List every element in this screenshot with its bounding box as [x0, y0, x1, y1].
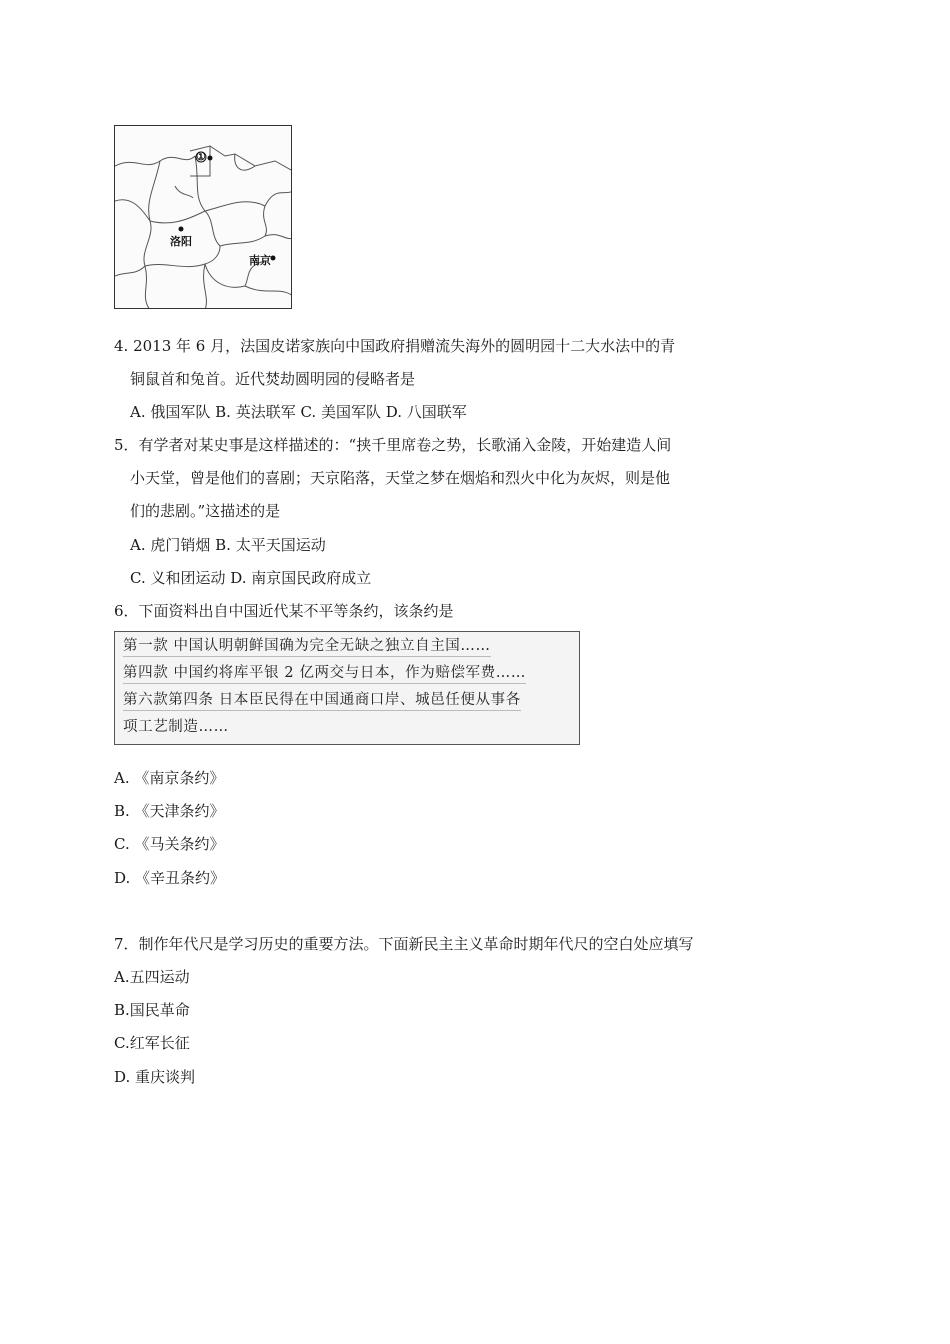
q5-options-ab: A. 虎门销烟 B. 太平天国运动	[130, 536, 326, 554]
q5-line2: 小天堂，曾是他们的喜剧；天京陷落，天堂之梦在烟焰和烈火中化为灰烬，则是他	[130, 469, 671, 487]
q7-option-a: A.五四运动	[114, 968, 190, 986]
map-label-1: ①	[196, 150, 206, 163]
q7-option-d: D. 重庆谈判	[114, 1068, 196, 1086]
q6-option-a: A. 《南京条约》	[114, 769, 225, 787]
q6-option-b: B. 《天津条约》	[114, 802, 225, 820]
map-label-luoyang: 洛阳	[170, 235, 192, 248]
q5-line1: 5．有学者对某史事是这样描述的：“挟千里席卷之势，长歌涌入金陵，开始建造人间	[114, 436, 672, 454]
q7-option-b: B.国民革命	[114, 1001, 190, 1019]
q7-option-c: C.红军长征	[114, 1034, 190, 1052]
treaty-line: 第六款第四条 日本臣民得在中国通商口岸、城邑任便从事各	[123, 690, 521, 711]
treaty-excerpt-box	[114, 631, 580, 745]
q6-option-d: D. 《辛丑条约》	[114, 869, 226, 887]
treaty-line: 第一款 中国认明朝鲜国确为完全无缺之独立自主国……	[123, 636, 491, 657]
q7-question: 7．制作年代尺是学习历史的重要方法。下面新民主主义革命时期年代尺的空白处应填写	[114, 935, 694, 953]
map-label-nanjing: 南京	[249, 254, 271, 267]
q6-option-c: C. 《马关条约》	[114, 835, 225, 853]
q5-options-cd: C. 义和团运动 D. 南京国民政府成立	[130, 569, 372, 587]
q5-line3: 们的悲剧。”这描述的是	[130, 502, 281, 520]
q6-question: 6．下面资料出自中国近代某不平等条约，该条约是	[114, 602, 454, 620]
map-figure	[114, 125, 292, 309]
q4-options: A. 俄国军队 B. 英法联军 C. 美国军队 D. 八国联军	[130, 403, 467, 421]
treaty-line: 项工艺制造……	[123, 719, 229, 735]
treaty-line: 第四款 中国约将库平银 2 亿两交与日本，作为赔偿军费……	[123, 663, 526, 684]
q4-line1: 4. 2013 年 6 月，法国皮诺家族向中国政府捐赠流失海外的圆明园十二大水法中的青	[114, 337, 676, 355]
q4-line2: 铜鼠首和兔首。近代焚劫圆明园的侵略者是	[130, 370, 416, 388]
